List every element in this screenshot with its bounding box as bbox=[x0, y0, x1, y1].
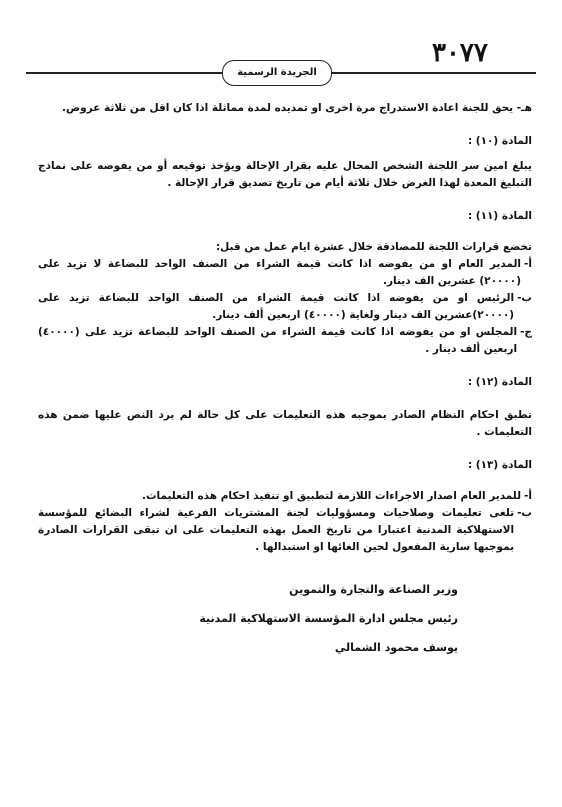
article-11-item bbox=[38, 256, 532, 290]
signature-name: يوسف محمود الشمالي bbox=[334, 641, 458, 654]
paragraph-h: هـ- يحق للجنة اعادة الاستدراج مرة اخرى او تمديده لمدة مماثلة اذا كان اقل من ثلاثة عروض. bbox=[62, 102, 532, 114]
item-text: للمدير العام اصدار الاجراءات اللازمة لتطبيق او تنفيذ احكام هذه التعليمات. bbox=[141, 490, 522, 502]
article-13-title: المادة (١٣) : bbox=[467, 459, 532, 471]
page-number: ٣٠٧٧ bbox=[432, 38, 488, 68]
article-11-item bbox=[38, 290, 532, 324]
item-text: المدير العام او من يفوضه اذا كانت قيمة الشراء من الصنف الواحد للبضاعة لا تزيد على (٢٠٠٠٠) عشرين الف دينار. bbox=[38, 258, 522, 287]
signature-block bbox=[60, 582, 458, 669]
article-13-item bbox=[38, 488, 532, 505]
item-text: المجلس او من يفوضه اذا كانت قيمة الشراء من الصنف الواحد للبضاعة تزيد على (٤٠٠٠٠) اربعين ألف دينار . bbox=[38, 326, 518, 355]
item-text: الرئيس او من يفوضه اذا كانت قيمة الشراء من الصنف الواحد للبضاعة تزيد على (٢٠٠٠٠)عشرين الف دينار ولغاية (٤٠٠٠٠) اربعين ألف دينار. bbox=[38, 292, 515, 321]
document-body bbox=[38, 100, 532, 556]
article-11-intro: تخضع قرارات اللجنة للمصادقة خلال عشرة ايام عمل من قبل: bbox=[215, 241, 532, 253]
gazette-title-badge: الجريدة الرسمية bbox=[222, 60, 332, 86]
article-10-title: المادة (١٠) : bbox=[467, 135, 532, 147]
item-text: تلغى تعليمات وصلاحيات ومسؤوليات لجنة المشتريات الفرعية لشراء البضائع للمؤسسة الاستهلاكية المدنية اعتبارا من تاريخ العمل بهذه التعليمات على ان تبقى القرارات الصادرة بموجبها سارية المفعول لحين الغائها او استبدالها . bbox=[38, 507, 515, 553]
article-10-text: يبلغ امين سر اللجنة الشخص المحال عليه بقرار الإحالة ويؤخذ توقيعه أو من يفوضه على نماذج التبليغ المعدة لهذا الغرض خلال ثلاثة أيام من تاريخ تصديق قرار الإحالة . bbox=[38, 160, 532, 189]
signature-board-chair-title: رئيس مجلس ادارة المؤسسة الاستهلاكية المدنية bbox=[199, 612, 458, 625]
item-marker: ب- bbox=[517, 507, 532, 519]
article-13-item bbox=[38, 505, 532, 556]
signature-minister-title: وزير الصناعة والتجارة والتموين bbox=[289, 583, 458, 596]
item-marker: أ- bbox=[524, 490, 532, 502]
item-marker: ج- bbox=[520, 326, 532, 338]
item-marker: ب- bbox=[517, 292, 532, 304]
article-11-item bbox=[38, 324, 532, 358]
article-12-title: المادة (١٢) : bbox=[467, 376, 532, 388]
article-12-text: تطبق احكام النظام الصادر بموجبه هذه التعليمات على كل حالة لم يرد النص عليها ضمن هذه التعليمات . bbox=[38, 409, 532, 438]
item-marker: أ- bbox=[524, 258, 532, 270]
article-11-title: المادة (١١) : bbox=[467, 210, 532, 222]
